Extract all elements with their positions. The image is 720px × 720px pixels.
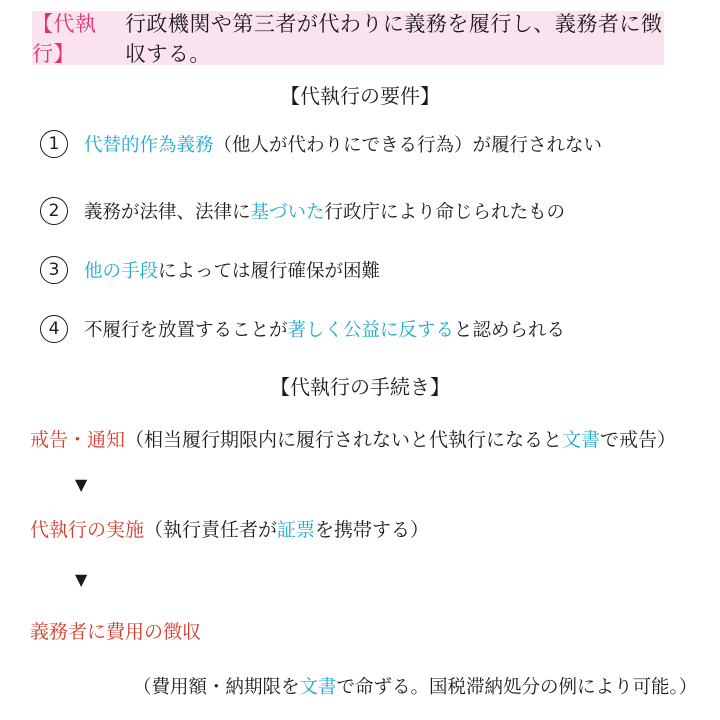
keyword: 文書	[299, 677, 337, 698]
text-segment: によっては履行確保が困難	[158, 261, 381, 282]
procedure-note	[133, 673, 697, 699]
keyword: 著しく公益に反する	[287, 320, 455, 341]
step-heading: 義務者に費用の徴収	[30, 621, 202, 643]
text-segment: （相当履行期限内に履行されないと代執行になると	[125, 429, 563, 451]
text-segment: （他人が代わりにできる行為）が履行されない	[213, 135, 603, 156]
requirement-item	[40, 194, 565, 228]
text-segment: と認められる	[454, 320, 566, 341]
requirement-item	[40, 312, 565, 346]
text-segment: を携帯する）	[315, 519, 430, 541]
down-arrow-icon: ▼	[75, 475, 88, 494]
keyword: 証票	[277, 519, 316, 541]
text-segment: で戒告）	[600, 429, 677, 451]
requirement-text	[84, 316, 565, 342]
text-segment: 不履行を放置することが	[84, 320, 288, 341]
down-arrow-icon: ▼	[75, 570, 88, 589]
requirement-item	[40, 127, 602, 161]
keyword: 代替的作為義務	[84, 135, 214, 156]
step-heading: 代執行の実施	[30, 519, 145, 541]
text-segment: （費用額・納期限を	[133, 677, 300, 698]
requirement-number: 2	[40, 197, 68, 225]
header-tag: 【代執行】	[32, 12, 97, 66]
procedure-step	[30, 425, 676, 452]
procedure-title: 【代執行の手続き】	[270, 375, 450, 399]
step-heading: 戒告・通知	[30, 429, 126, 451]
text-segment: 義務が法律、法律に	[84, 202, 251, 223]
requirement-text	[84, 198, 565, 224]
requirement-number: 1	[40, 130, 68, 158]
header-text: 行政機関や第三者が代わりに義務を履行し、義務者に徴収する。	[124, 12, 663, 66]
header-banner	[32, 11, 664, 65]
keyword: 文書	[562, 429, 601, 451]
procedure-step	[30, 515, 429, 542]
procedure-step	[30, 617, 201, 644]
text-segment: （執行責任者が	[144, 519, 278, 541]
keyword: 基づいた	[250, 202, 325, 223]
keyword: 他の手段	[84, 261, 159, 282]
text-segment: で命ずる。国税滞納処分の例により可能。）	[336, 677, 698, 698]
text-segment: 行政庁により命じられたもの	[324, 202, 566, 223]
requirement-number: 3	[40, 256, 68, 284]
requirements-title: 【代執行の要件】	[280, 84, 440, 108]
requirement-number: 4	[40, 315, 68, 343]
requirement-item	[40, 253, 380, 287]
requirement-text	[84, 257, 380, 283]
requirement-text	[84, 131, 602, 157]
